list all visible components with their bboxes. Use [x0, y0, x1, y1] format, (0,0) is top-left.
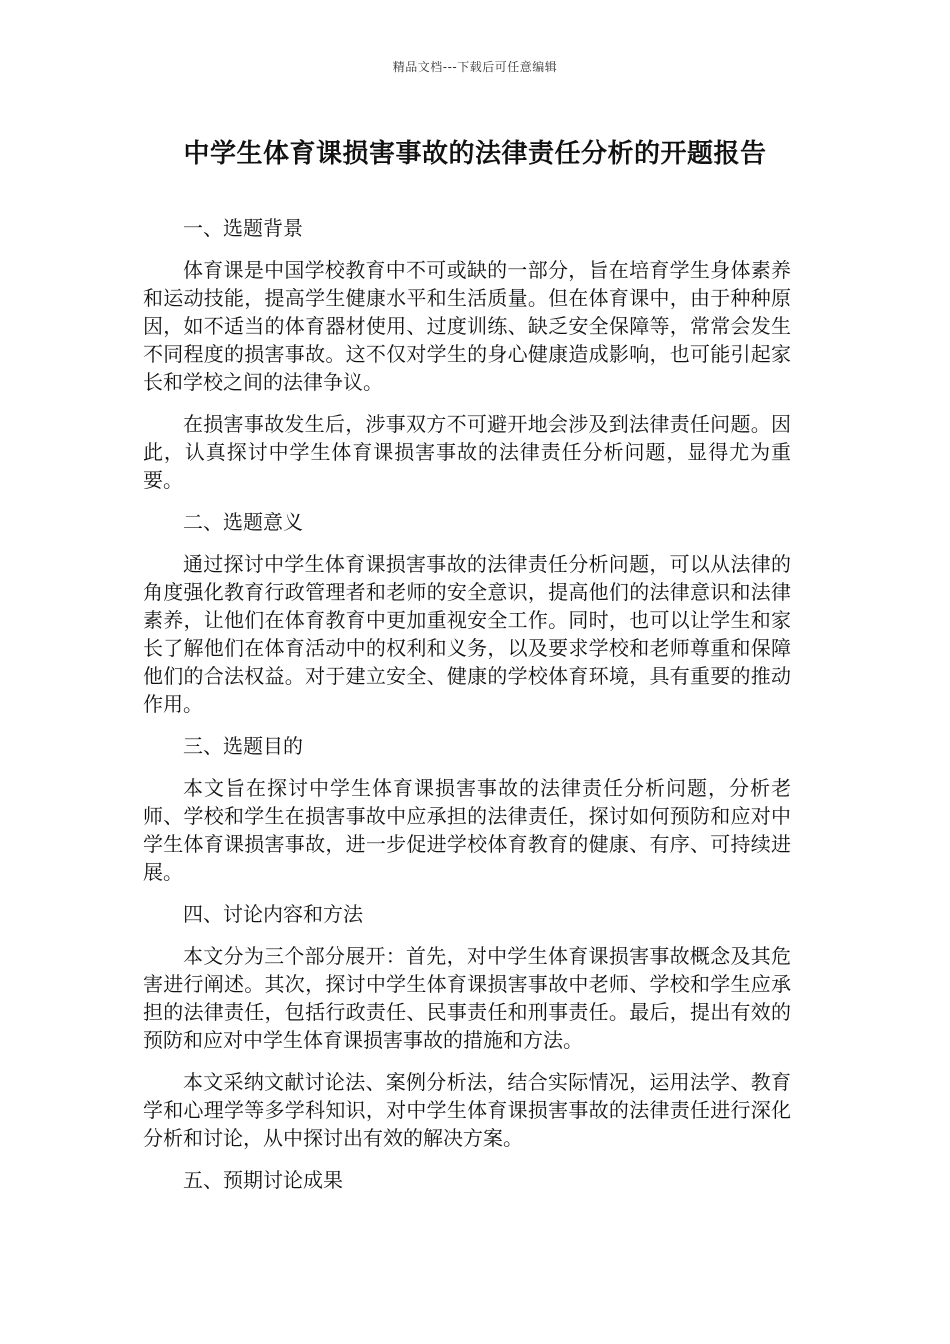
section-heading: 三、选题目的: [183, 734, 303, 758]
document-body: [143, 214, 791, 1208]
section-heading: 四、讨论内容和方法: [183, 902, 363, 926]
document-title: 中学生体育课损害事故的法律责任分析的开题报告: [183, 139, 767, 169]
body-paragraph: 通过探讨中学生体育课损害事故的法律责任分析问题，可以从法律的角度强化教育行政管理者和老师的安全意识，提高他们的法律意识和法律素养，让他们在体育教育中更加重视安全工作。同时，也可以让学生和家长了解他们在体育活动中的权利和义务，以及要求学校和老师尊重和保障他们的合法权益。对于建立安全、健康的学校体育环境，具有重要的推动作用。: [143, 552, 791, 716]
section-heading: 一、选题背景: [183, 216, 303, 240]
section-background: [143, 214, 791, 494]
section-heading: 五、预期讨论成果: [183, 1168, 343, 1192]
section-purpose: [143, 732, 791, 886]
section-heading: 二、选题意义: [183, 510, 303, 534]
body-paragraph: 本文采纳文献讨论法、案例分析法，结合实际情况，运用法学、教育学和心理学等多学科知识，对中学生体育课损害事故的法律责任进行深化分析和讨论，从中探讨出有效的解决方案。: [143, 1070, 791, 1150]
body-paragraph: 在损害事故发生后，涉事双方不可避开地会涉及到法律责任问题。因此，认真探讨中学生体育课损害事故的法律责任分析问题，显得尤为重要。: [143, 412, 791, 492]
section-expected-results: [143, 1166, 791, 1194]
section-content-methods: [143, 900, 791, 1152]
body-paragraph: 体育课是中国学校教育中不可或缺的一部分，旨在培育学生身体素养和运动技能，提高学生健康水平和生活质量。但在体育课中，由于种种原因，如不适当的体育器材使用、过度训练、缺乏安全保障等，常常会发生不同程度的损害事故。这不仅对学生的身心健康造成影响，也可能引起家长和学校之间的法律争议。: [143, 258, 791, 394]
section-significance: [143, 508, 791, 718]
header-note: 精品文档---下载后可任意编辑: [392, 60, 558, 74]
body-paragraph: 本文分为三个部分展开：首先，对中学生体育课损害事故概念及其危害进行阐述。其次，探讨中学生体育课损害事故中老师、学校和学生应承担的法律责任，包括行政责任、民事责任和刑事责任。最后，提出有效的预防和应对中学生体育课损害事故的措施和方法。: [143, 944, 791, 1052]
body-paragraph: 本文旨在探讨中学生体育课损害事故的法律责任分析问题，分析老师、学校和学生在损害事故中应承担的法律责任，探讨如何预防和应对中学生体育课损害事故，进一步促进学校体育教育的健康、有序、可持续进展。: [143, 776, 791, 884]
